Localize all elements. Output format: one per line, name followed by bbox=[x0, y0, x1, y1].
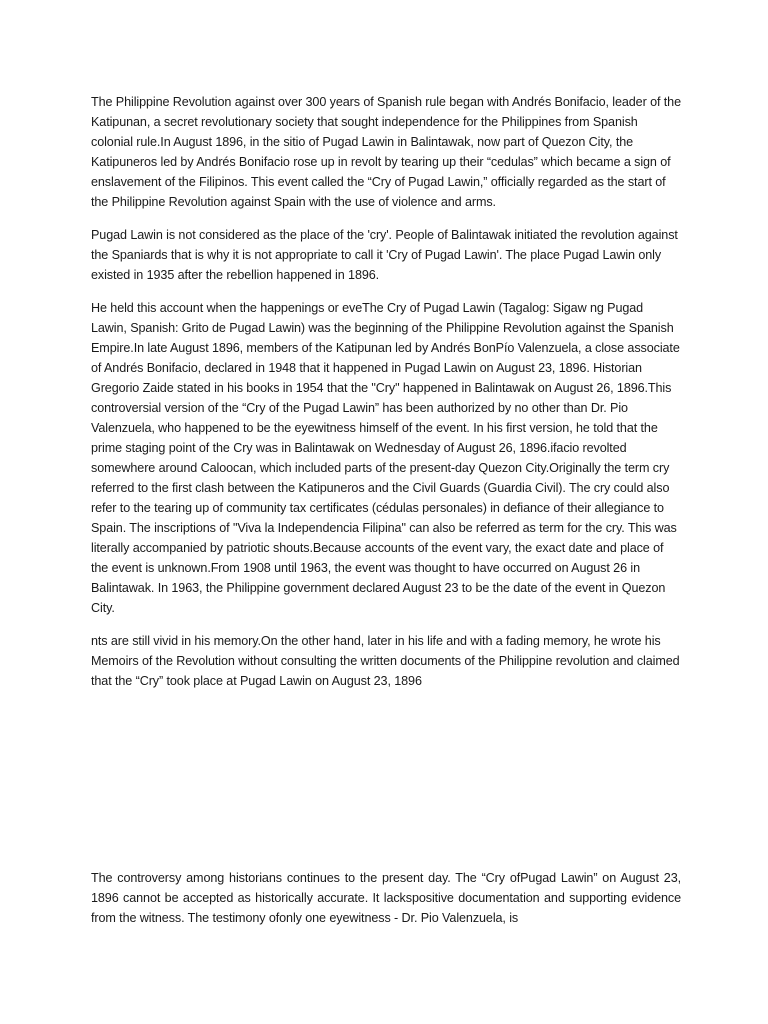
paragraph-controversy: The controversy among historians continues to the present day. The “Cry ofPugad Lawin” on August 23, 1896 cannot be accepted as historically accurate. It lackspositive documentation and supporting evidence from the witness. The testimony ofonly one eyewitness - Dr. Pio Valenzuela, is bbox=[91, 871, 681, 925]
paragraph-cry-accounts: He held this account when the happenings or eveThe Cry of Pugad Lawin (Tagalog: Sigaw ng Pugad Lawin, Spanish: Grito de Pugad Lawin) was the beginning of the Philippine Revolution against the Spanish Empire.In late August 1896, members of the Katipunan led by Andrés BonPío Valenzuela, a close associate of Andrés Bonifacio, declared in 1948 that it happened in Pugad Lawin on August 23, 1896. Historian Gregorio Zaide stated in his books in 1954 that the "Cry" happened in Balintawak on August 26, 1896.This controversial version of the “Cry of the Pugad Lawin” has been authorized by no other than Dr. Pio Valenzuela, who happened to be the eyewitness himself of the event. In his first version, he told that the prime staging point of the Cry was in Balintawak on Wednesday of August 26, 1896.ifacio revolted somewhere around Caloocan, which included parts of the present-day Quezon City.Originally the term cry referred to the first clash between the Katipuneros and the Civil Guards (Guardia Civil). The cry could also refer to the tearing up of community tax certificates (cédulas personales) in defiance of their allegiance to Spain. The inscriptions of "Viva la Independencia Filipina" can also be referred as term for the cry. This was literally accompanied by patriotic shouts.Because accounts of the event vary, the exact date and place of the event is unknown.From 1908 until 1963, the event was thought to have occurred on August 26 in Balintawak. In 1963, the Philippine government declared August 23 to be the date of the event in Quezon City. bbox=[91, 301, 680, 615]
paragraph-revolution-intro: The Philippine Revolution against over 300 years of Spanish rule began with Andrés Bonifacio, leader of the Katipunan, a secret revolutionary society that sought independence for the Philippines from Spanish colonial rule.In August 1896, in the sitio of Pugad Lawin in Balintawak, now part of Quezon City, the Katipuneros led by Andrés Bonifacio rose up in revolt by tearing up their “cedulas” which became a sign of enslavement of the Filipinos. This event called the “Cry of Pugad Lawin,” officially regarded as the start of the Philippine Revolution against Spain with the use of violence and arms. bbox=[91, 95, 681, 209]
paragraph-pugad-lawin-place: Pugad Lawin is not considered as the place of the 'cry'. People of Balintawak initiated the revolution against the Spaniards that is why it is not appropriate to call it 'Cry of Pugad Lawin'. The place Pugad Lawin only existed in 1935 after the rebellion happened in 1896. bbox=[91, 228, 678, 282]
paragraph-memoirs: nts are still vivid in his memory.On the other hand, later in his life and with a fading memory, he wrote his Memoirs of the Revolution without consulting the written documents of the Philippine revolution and claimed that the “Cry” took place at Pugad Lawin on August 23, 1896 bbox=[91, 634, 680, 688]
